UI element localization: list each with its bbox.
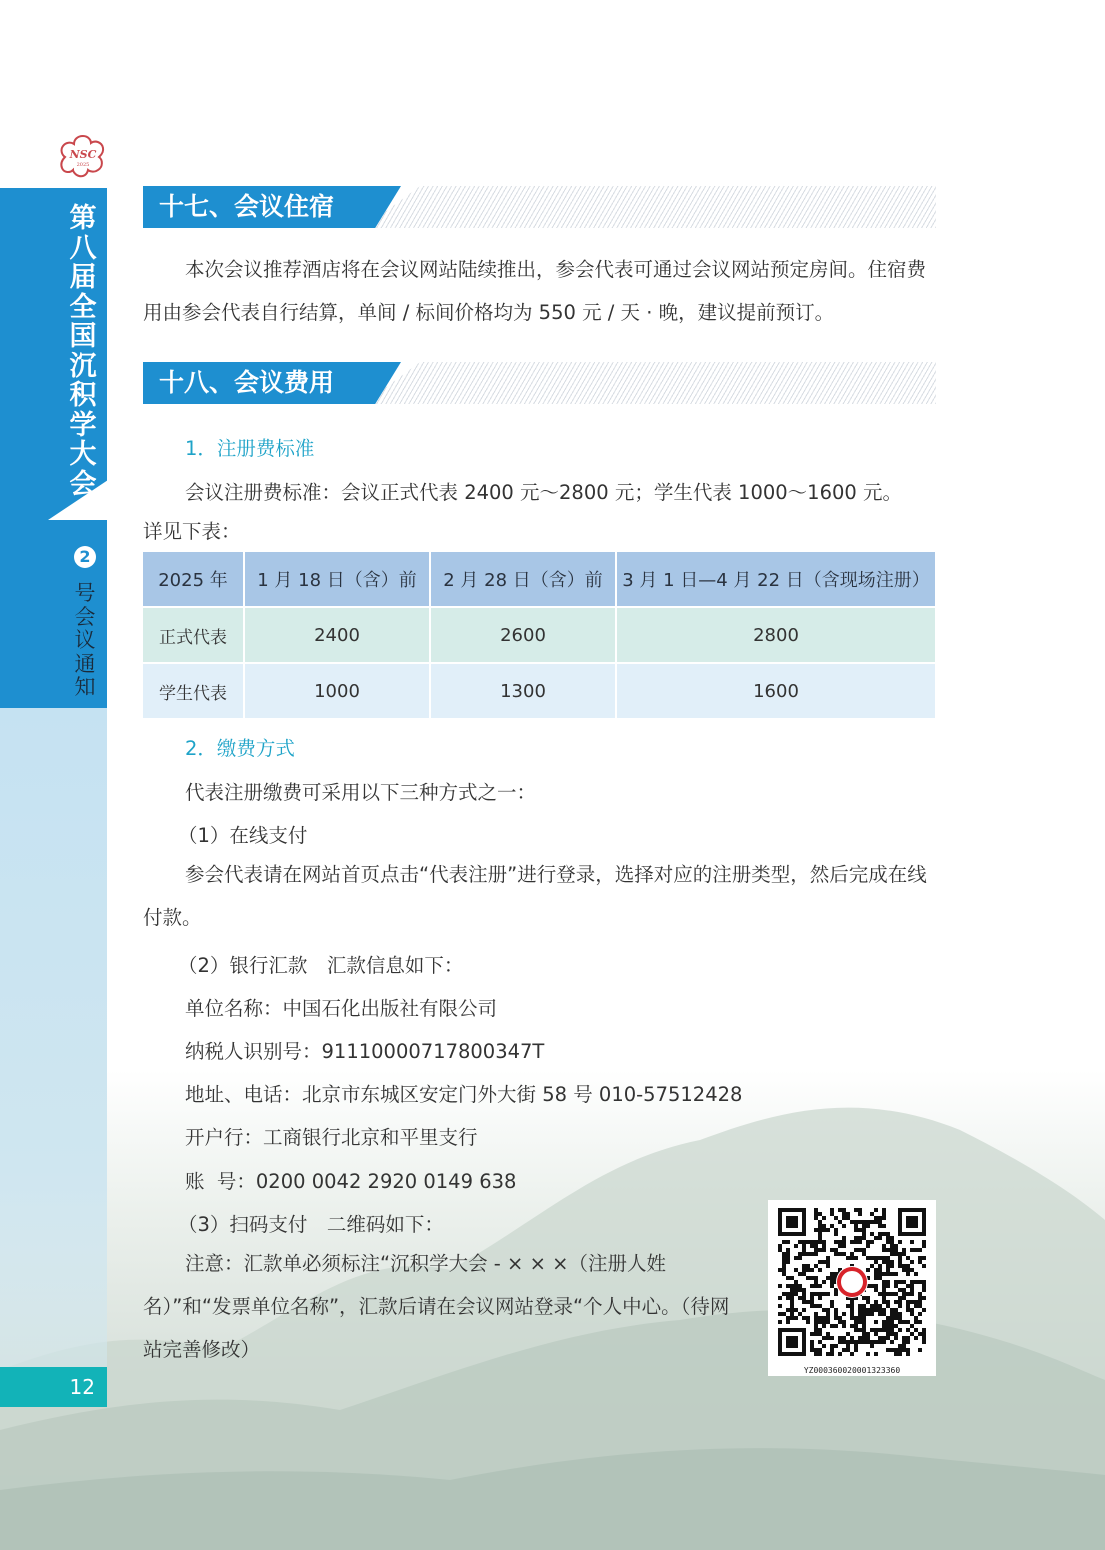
conference-title: 第八届全国沉积学大会 xyxy=(69,203,97,500)
header-hatch xyxy=(363,186,936,228)
fee-standard-line: 会议注册费标准：会议正式代表 2400 元～2800 元；学生代表 1000～1600 元。 xyxy=(185,481,902,504)
issue-number-badge: 2 xyxy=(74,546,96,568)
logo-year: 2025 xyxy=(76,162,90,168)
table-cell: 2800 xyxy=(616,607,936,663)
qr-code-icon xyxy=(768,1200,936,1364)
table-header-cell: 3 月 1 日—4 月 22 日（含现场注册） xyxy=(616,552,936,607)
accommodation-paragraph: 本次会议推荐酒店将在会议网站陆续推出，参会代表可通过会议网站预定房间。住宿费用由参会代表自行结算，单间 / 标间价格均为 550 元 / 天 · 晚，建议提前预订。 xyxy=(143,258,927,324)
table-row-label: 正式代表 xyxy=(143,607,244,663)
table-row-label: 学生代表 xyxy=(143,663,244,719)
nsc-logo xyxy=(58,133,108,179)
logo-text: NSC xyxy=(69,148,97,161)
table-row xyxy=(143,607,936,663)
section-17-title: 十七、会议住宿 xyxy=(159,192,335,221)
online-payment-body: 参会代表请在网站首页点击“代表注册”进行登录，选择对应的注册类型，然后完成在线付款。 xyxy=(143,863,927,929)
see-table-line: 详见下表： xyxy=(143,520,241,543)
table-header-cell: 1 月 18 日（含）前 xyxy=(244,552,430,607)
section-17-header xyxy=(143,186,936,228)
section-18-title: 十八、会议费用 xyxy=(159,368,335,397)
sidebar-lower-band xyxy=(0,708,107,1368)
table-cell: 2400 xyxy=(244,607,430,663)
table-cell: 1000 xyxy=(244,663,430,719)
section-18-header xyxy=(143,362,936,404)
issue-label: 号会议通知 xyxy=(74,581,96,699)
methods-intro: 代表注册缴费可采用以下三种方式之一： xyxy=(185,781,537,804)
bank-line-address: 地址、电话：北京市东城区安定门外大街 58 号 010-57512428 xyxy=(185,1083,743,1106)
subheading-registration-fee: 1．注册费标准 xyxy=(185,437,315,460)
qr-caption: YZ00036002000132336​0 xyxy=(803,1366,901,1375)
bank-line-account: 账 号：0200 0042 2920 0149 638 xyxy=(185,1170,517,1193)
table-cell: 2600 xyxy=(430,607,616,663)
subheading-payment-methods: 2．缴费方式 xyxy=(185,737,295,760)
payment-qr-code[interactable] xyxy=(768,1200,936,1376)
table-row xyxy=(143,663,936,719)
remittance-note: 注意：汇款单必须标注“沉积学大会 - × × ×（注册人姓名）”和“发票单位名称”，汇款后请在会议网站登录“个人中心。（待网站完善修改） xyxy=(143,1252,730,1361)
table-header-cell: 2 月 28 日（含）前 xyxy=(430,552,616,607)
page-number: 12 xyxy=(0,1367,107,1407)
table-cell: 1600 xyxy=(616,663,936,719)
header-hatch xyxy=(363,362,936,404)
fee-table xyxy=(143,552,937,720)
bank-line-bank: 开户行：工商银行北京和平里支行 xyxy=(185,1126,478,1149)
bank-line-company: 单位名称：中国石化出版社有限公司 xyxy=(185,997,498,1020)
table-header-row xyxy=(143,552,936,607)
qr-payment-title: （3）扫码支付 二维码如下： xyxy=(178,1213,444,1236)
bank-transfer-title: （2）银行汇款 汇款信息如下： xyxy=(178,954,464,977)
table-header-cell: 2025 年 xyxy=(143,552,244,607)
online-payment-title: （1）在线支付 xyxy=(178,824,308,847)
bank-line-taxid: 纳税人识别号：91110000717800347T xyxy=(185,1040,545,1063)
table-cell: 1300 xyxy=(430,663,616,719)
